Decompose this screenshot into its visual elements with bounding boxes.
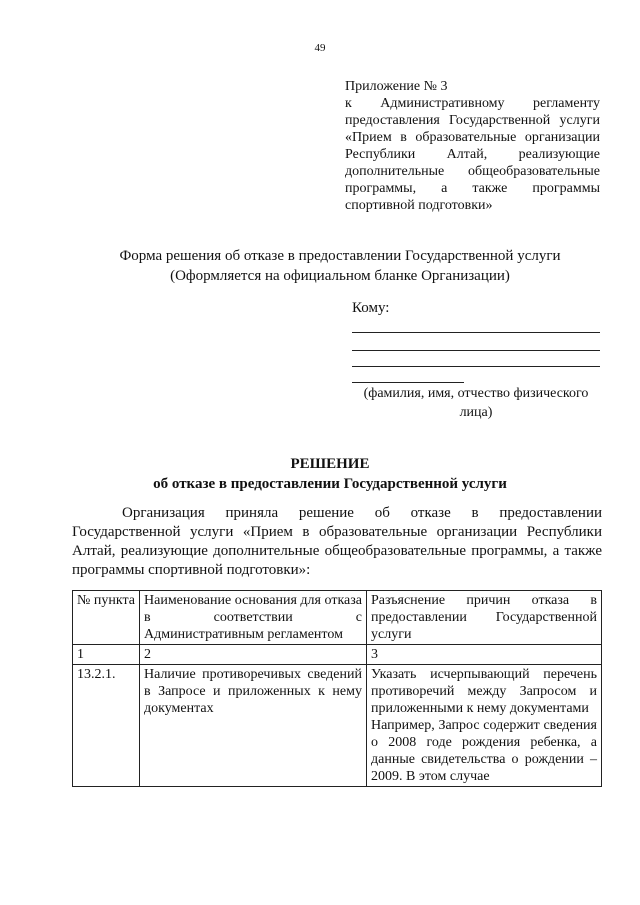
recipient-line <box>352 382 464 383</box>
table-header-row <box>73 591 602 645</box>
table-row <box>73 665 602 787</box>
appendix-title: Приложение № 3 <box>345 79 448 94</box>
recipient-caption: (фамилия, имя, отчество физического лица) <box>363 386 589 420</box>
decision-title: РЕШЕНИЕ <box>290 456 370 472</box>
table-number-row <box>73 645 602 665</box>
header-cell: Наименование основания для отказа в соответствии с Административным регламентом <box>140 591 367 645</box>
decision-heading <box>0 454 640 494</box>
header-cell: Разъяснение причин отказа в предоставлении Государственной услуги <box>367 591 602 645</box>
number-cell: 2 <box>140 645 367 665</box>
number-cell: 3 <box>367 645 602 665</box>
form-title <box>80 246 600 286</box>
decision-subtitle: об отказе в предоставлении Государственной услуги <box>153 476 507 492</box>
explanation-example: Например, Запрос содержит сведения о 2008 годе рождения ребенка, а данные свидетельства о рождении – 2009. В этом случае <box>371 718 597 784</box>
appendix-text: к Административному регламенту предоставления Государственной услуги «Прием в образовательные организации Республики Алтай, реализующие дополнительные общеобразовательные программы, а также программы спортивной подготовки» <box>345 96 600 213</box>
decision-paragraph: Организация приняла решение об отказе в предоставлении Государственной услуги «Прием в образовательные организации Республики Алтай, реализующие дополнительные общеобразовательные программы, а также программы спортивной подготовки»: <box>72 505 602 578</box>
number-cell: 1 <box>73 645 140 665</box>
recipient-line <box>352 366 600 367</box>
row-ground-cell: Наличие противоречивых сведений в Запросе и приложенных к нему документах <box>140 665 367 787</box>
form-title-line1: Форма решения об отказе в предоставлении Государственной услуги <box>119 248 561 264</box>
header-cell: № пункта <box>73 591 140 645</box>
explanation-text: Указать исчерпывающий перечень противоречий между Запросом и приложенными к нему документами <box>371 667 597 716</box>
form-title-line2: (Оформляется на официальном бланке Организации) <box>170 268 510 284</box>
row-number-cell: 13.2.1. <box>73 665 140 787</box>
row-explanation-cell <box>367 665 602 787</box>
refusal-table <box>72 590 602 787</box>
appendix-block <box>345 78 600 214</box>
page-number: 49 <box>314 42 326 54</box>
recipient-line <box>352 350 600 351</box>
recipient-line <box>352 332 600 333</box>
recipient-label: Кому: <box>352 300 390 316</box>
